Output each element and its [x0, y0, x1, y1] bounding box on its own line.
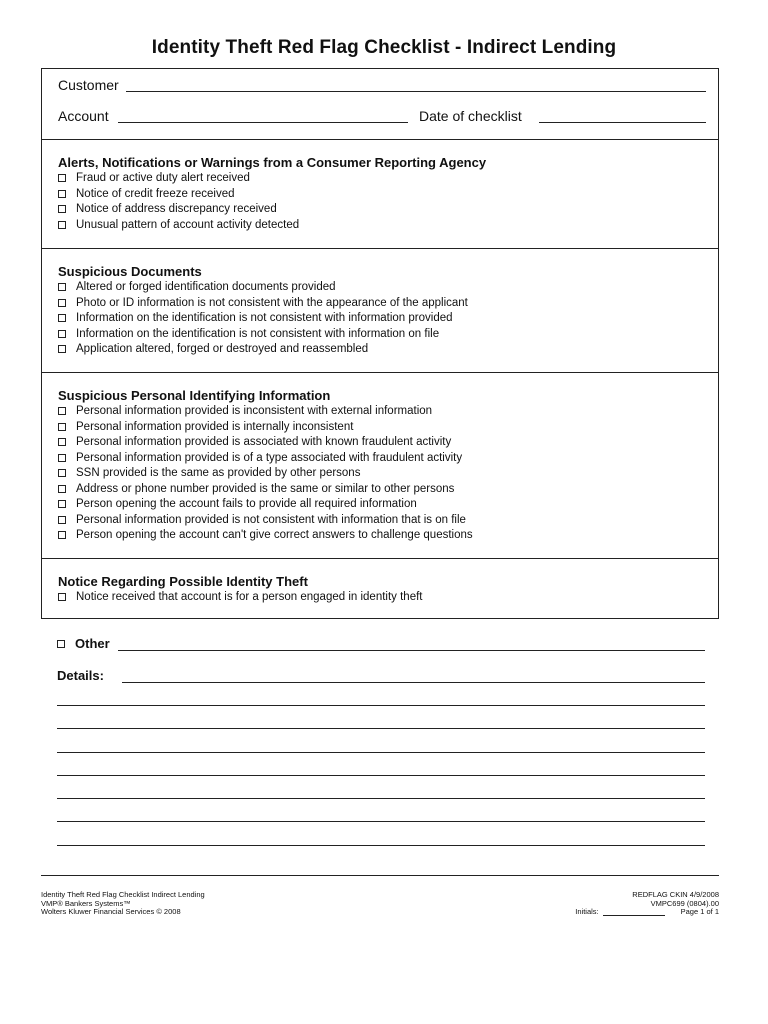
checkbox[interactable]	[58, 221, 66, 229]
footer-initials-row	[575, 908, 719, 917]
checkbox[interactable]	[58, 531, 66, 539]
footer-divider	[41, 875, 719, 876]
initials-label: Initials:	[575, 907, 599, 916]
section-heading: Notice Regarding Possible Identity Theft	[58, 574, 308, 589]
checkbox[interactable]	[58, 330, 66, 338]
footer-form-number: VMPC699 (0804).00	[650, 898, 719, 908]
checklist-item[interactable]: Notice received that account is for a person engaged in identity theft	[58, 591, 423, 603]
footer-left	[41, 891, 205, 917]
section-identity-theft-notice	[42, 558, 718, 619]
checklist-item[interactable]: Personal information provided is inconsistent with external information	[58, 405, 432, 417]
details-line[interactable]	[57, 752, 705, 753]
section-suspicious-documents	[42, 248, 718, 372]
section-heading: Suspicious Documents	[58, 264, 202, 279]
checklist-frame	[41, 68, 719, 619]
checkbox[interactable]	[58, 485, 66, 493]
other-option[interactable]	[57, 636, 110, 651]
account-field[interactable]	[118, 122, 408, 123]
checklist-item[interactable]: Person opening the account fails to provide all required information	[58, 498, 417, 510]
checkbox[interactable]	[58, 407, 66, 415]
checklist-item[interactable]: Personal information provided is associated with known fraudulent activity	[58, 436, 451, 448]
details-line[interactable]	[57, 845, 705, 846]
section-heading: Suspicious Personal Identifying Information	[58, 388, 331, 403]
section-consumer-reporting-alerts	[42, 139, 718, 248]
footer-brand: VMP® Bankers Systems™	[41, 898, 131, 908]
checkbox[interactable]	[58, 299, 66, 307]
details-line[interactable]	[57, 798, 705, 799]
checklist-item[interactable]: Address or phone number provided is the same or similar to other persons	[58, 483, 454, 495]
document-title: Identity Theft Red Flag Checklist - Indirect Lending	[151, 37, 617, 58]
page-number: Page 1 of 1	[680, 907, 719, 916]
checklist-item[interactable]: Unusual pattern of account activity detected	[58, 219, 299, 231]
checklist-item[interactable]: Altered or forged identification documents provided	[58, 281, 336, 293]
checkbox[interactable]	[58, 500, 66, 508]
checkbox[interactable]	[58, 283, 66, 291]
checkbox[interactable]	[58, 345, 66, 353]
checklist-item[interactable]: Notice of address discrepancy received	[58, 203, 277, 215]
checklist-item[interactable]: Notice of credit freeze received	[58, 188, 235, 200]
details-line[interactable]	[57, 775, 705, 776]
checkbox[interactable]	[58, 205, 66, 213]
checkbox[interactable]	[58, 438, 66, 446]
details-label: Details:	[57, 668, 104, 683]
checklist-item[interactable]: Photo or ID information is not consistent with the appearance of the applicant	[58, 297, 468, 309]
footer-copyright: Wolters Kluwer Financial Services © 2008	[41, 907, 181, 916]
other-field[interactable]	[118, 650, 705, 651]
checkbox[interactable]	[58, 190, 66, 198]
customer-label: Customer	[58, 77, 119, 93]
checklist-item[interactable]: SSN provided is the same as provided by other persons	[58, 467, 360, 479]
details-field[interactable]	[122, 682, 705, 683]
other-label: Other	[75, 636, 110, 651]
customer-field[interactable]	[126, 91, 706, 92]
checklist-item[interactable]: Person opening the account can't give correct answers to challenge questions	[58, 529, 473, 541]
checkbox[interactable]	[58, 469, 66, 477]
checkbox[interactable]	[58, 174, 66, 182]
checklist-item[interactable]: Personal information provided is of a type associated with fraudulent activity	[58, 452, 462, 464]
footer-form-name: Identity Theft Red Flag Checklist Indirect Lending	[41, 890, 205, 899]
section-suspicious-personal-info	[42, 372, 718, 558]
date-of-checklist-label: Date of checklist	[419, 108, 522, 124]
checklist-item[interactable]: Information on the identification is not consistent with information provided	[58, 312, 453, 324]
other-checkbox[interactable]	[57, 640, 65, 648]
date-of-checklist-field[interactable]	[539, 122, 706, 123]
details-line[interactable]	[57, 705, 705, 706]
checkbox[interactable]	[58, 454, 66, 462]
checkbox[interactable]	[58, 423, 66, 431]
section-heading: Alerts, Notifications or Warnings from a Consumer Reporting Agency	[58, 155, 487, 170]
checkbox[interactable]	[58, 516, 66, 524]
footer-right	[575, 891, 719, 917]
checklist-item[interactable]: Information on the identification is not consistent with information on file	[58, 328, 439, 340]
checklist-item[interactable]: Application altered, forged or destroyed and reassembled	[58, 343, 368, 355]
account-label: Account	[58, 108, 109, 124]
checklist-item[interactable]: Personal information provided is not consistent with information that is on file	[58, 514, 466, 526]
footer-form-code: REDFLAG CKIN 4/9/2008	[632, 890, 719, 899]
details-line[interactable]	[57, 821, 705, 822]
details-line[interactable]	[57, 728, 705, 729]
checklist-item[interactable]: Personal information provided is internally inconsistent	[58, 421, 353, 433]
checklist-item[interactable]: Fraud or active duty alert received	[58, 172, 250, 184]
checkbox[interactable]	[58, 593, 66, 601]
initials-field[interactable]	[603, 915, 665, 916]
checkbox[interactable]	[58, 314, 66, 322]
